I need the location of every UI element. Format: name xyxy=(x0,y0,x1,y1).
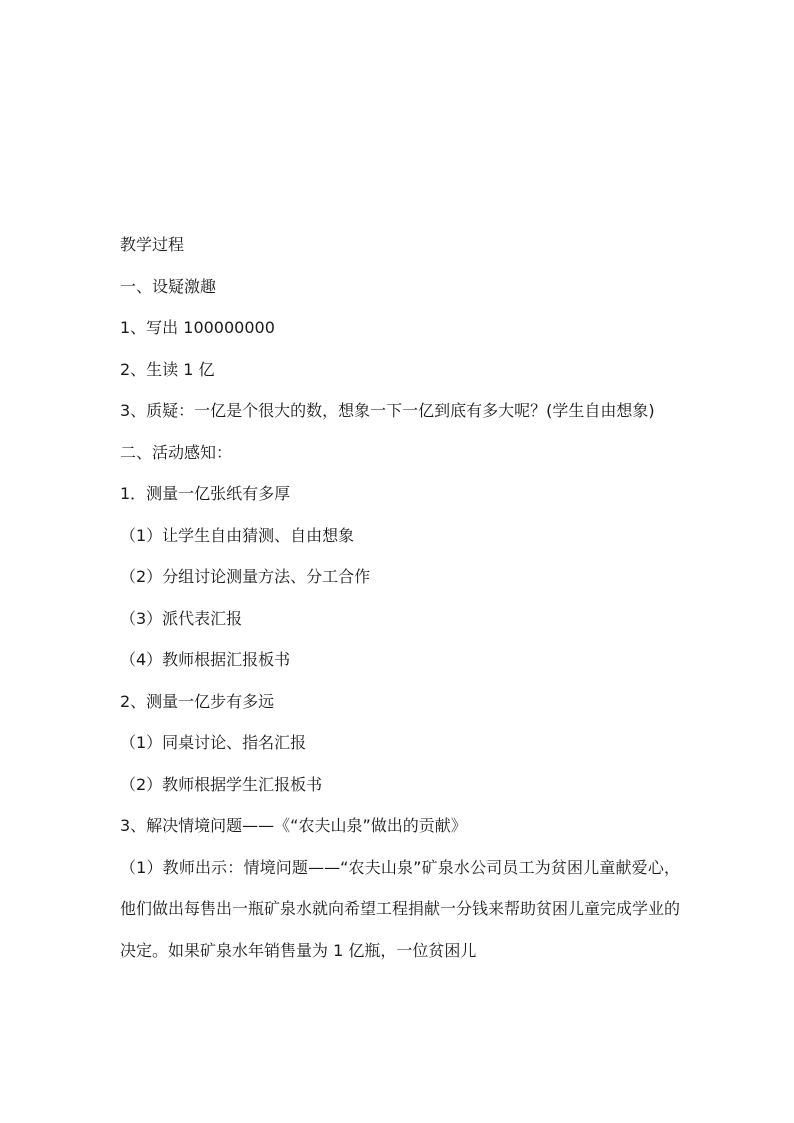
step-item: （1）同桌讨论、指名汇报 xyxy=(120,733,307,752)
step-item: （3）派代表汇报 xyxy=(120,608,243,628)
step-item: （1）让学生自由猜测、自由想象 xyxy=(120,525,355,545)
subsection-title: 1．测量一亿张纸有多厚 xyxy=(120,484,291,503)
document-heading: 教学过程 xyxy=(120,235,185,254)
section-title: 一、设疑激趣 xyxy=(120,276,217,296)
document-body xyxy=(120,224,680,971)
step-item: （1）教师出示：情境问题——“农夫山泉”矿泉水公司员工为贫困儿童献爱心，他们做出每售出一瓶矿泉水就向希望工程捐献一分钱来帮助贫困儿童完成学业的决定。如果矿泉水年销售量为 1 亿瓶，一位贫困儿 xyxy=(120,857,681,960)
section-title: 二、活动感知： xyxy=(120,442,233,462)
list-item: 2、生读 1 亿 xyxy=(120,359,215,379)
subsection-title: 2、测量一亿步有多远 xyxy=(120,691,275,711)
step-item: （2）分组讨论测量方法、分工合作 xyxy=(120,567,371,586)
step-item: （4）教师根据汇报板书 xyxy=(120,650,291,669)
list-item: 1、写出 100000000 xyxy=(120,318,275,337)
step-item: （2）教师根据学生汇报板书 xyxy=(120,774,323,794)
subsection-title: 3、解决情境问题——《“农夫山泉”做出的贡献》 xyxy=(120,816,467,835)
list-item: 3、质疑：一亿是个很大的数，想象一下一亿到底有多大呢？(学生自由想象) xyxy=(120,401,655,420)
